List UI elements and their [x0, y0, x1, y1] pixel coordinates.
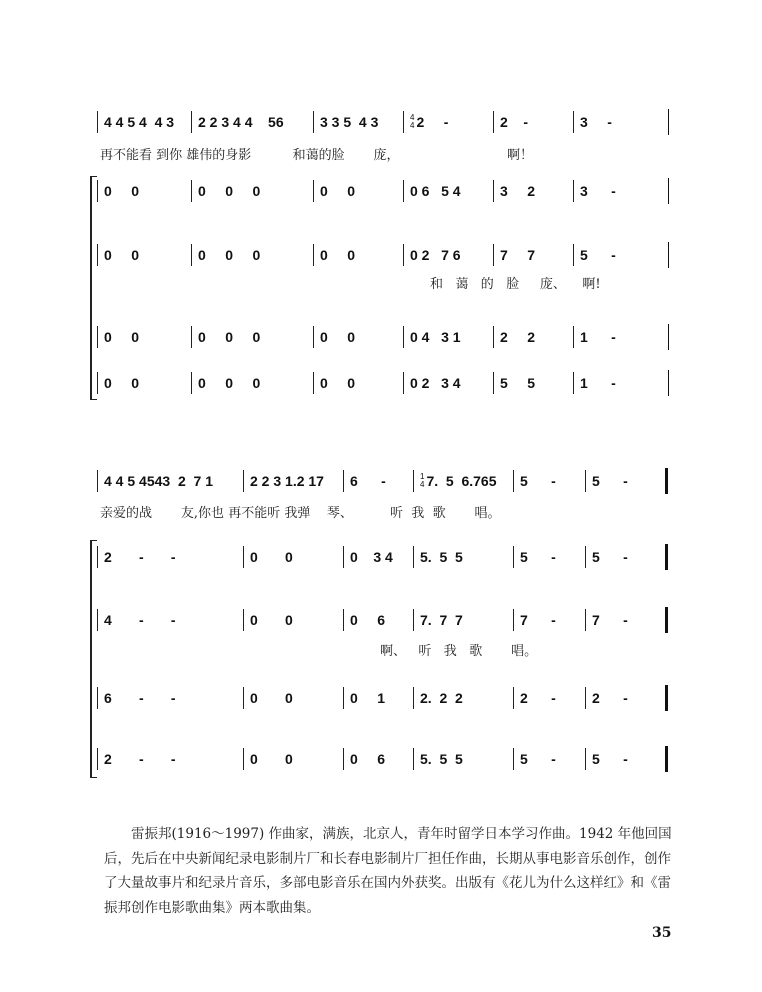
measure-notes: 2 2 3 4 4 56	[198, 114, 284, 130]
system-1-part-2-row	[97, 244, 668, 266]
measure	[403, 326, 493, 348]
measure-notes: 2 - -	[104, 549, 176, 565]
measure-notes: 1 -	[580, 329, 616, 345]
end-barline	[665, 468, 668, 494]
measure-notes: 3 -	[580, 114, 612, 130]
staff-bracket	[90, 176, 97, 400]
measure-notes: 7 -	[592, 612, 628, 628]
measure	[243, 470, 343, 492]
measure-notes: 4 4 5 4 4 3	[104, 114, 175, 130]
measure	[413, 687, 513, 709]
measure	[493, 180, 573, 202]
staff-bracket	[90, 540, 97, 778]
measure-notes: 0 0 0	[198, 247, 261, 263]
measure	[343, 470, 413, 492]
measure-notes: 0 4 3 1	[410, 329, 461, 345]
measure	[573, 111, 668, 133]
measure	[191, 244, 313, 266]
measure	[513, 609, 585, 631]
measure-notes: 5. 5 5	[420, 751, 463, 767]
time-signature-digit: 4	[410, 113, 415, 122]
measure	[243, 546, 343, 568]
time-signature-digit: 4	[420, 480, 425, 489]
measure	[343, 748, 413, 770]
measure-notes: 5 -	[520, 473, 556, 489]
time-signature	[410, 114, 414, 130]
measure	[403, 111, 493, 133]
measure-notes: 2. 2 2	[420, 690, 463, 706]
measure-notes: 0 6 5 4	[410, 183, 461, 199]
measure-notes: 0 0	[250, 690, 293, 706]
measure	[573, 180, 668, 202]
measure	[313, 326, 403, 348]
measure	[413, 609, 513, 631]
end-barline	[665, 746, 668, 772]
measure	[585, 470, 665, 492]
measure-notes: 0 0	[250, 549, 293, 565]
measure	[313, 372, 403, 394]
measure-notes: 0 1	[350, 690, 386, 706]
time-signature	[420, 473, 424, 489]
system-1-part-3-row	[97, 326, 668, 348]
system-2-part-3-row	[97, 687, 665, 709]
measure-notes: 0 6	[350, 751, 386, 767]
measure-notes: 5 -	[592, 549, 628, 565]
time-signature-digit: 1	[420, 472, 425, 481]
measure-notes: 0 0	[104, 247, 140, 263]
end-barline	[665, 685, 668, 711]
measure-notes: 2 -	[520, 690, 556, 706]
measure-notes: 0 3 4	[350, 549, 393, 565]
measure	[513, 687, 585, 709]
system-1-part-1-row	[97, 180, 668, 202]
measure-notes: 2 -	[500, 114, 529, 130]
measure	[403, 180, 493, 202]
measure-notes: 0 0	[104, 183, 140, 199]
measure	[585, 687, 665, 709]
measure	[573, 244, 668, 266]
system-1-part-4-row	[97, 372, 668, 394]
measure	[413, 748, 513, 770]
measure-notes: 5 -	[520, 751, 556, 767]
end-barline	[665, 607, 668, 633]
measure-notes: 3 -	[580, 183, 616, 199]
measure-notes: 5 -	[592, 751, 628, 767]
measure	[97, 609, 243, 631]
system-2-part-1-row	[97, 546, 665, 568]
measure	[97, 748, 243, 770]
measure	[243, 687, 343, 709]
measure	[97, 372, 191, 394]
measure-notes: 2 2 3 1.2 17	[250, 473, 324, 489]
measure-notes: 7 7	[500, 247, 536, 263]
melody-lyrics-1: 再不能看 到你 雄伟的身影 和蔼的脸 庞， 啊！	[100, 148, 533, 163]
measure	[493, 111, 573, 133]
measure-notes: 0 0 0	[198, 329, 261, 345]
measure-notes: 0 0	[104, 375, 140, 391]
measure	[97, 244, 191, 266]
measure-notes: 0 2 3 4	[410, 375, 461, 391]
measure	[191, 180, 313, 202]
measure-notes: 0 0 0	[198, 183, 261, 199]
system-2-melody-row	[97, 470, 665, 492]
measure-notes: 0 0	[320, 247, 356, 263]
part-lyrics-2: 啊、 听 我 歌 唱。	[380, 644, 538, 659]
composer-bio: 雷振邦(1916～1997) 作曲家，满族，北京人，青年时留学日本学习作曲。1942 年他回国后，先后在中央新闻纪录电影制片厂和长春电影制片厂担任作曲，长期从事电影音乐创作，创作了大量故事片和纪录片音乐，多部电影音乐在国内外获奖。出版有《花儿为什么这样红》和《雷振邦创作电影歌曲集》两本歌曲集。	[104, 826, 672, 916]
measure	[313, 180, 403, 202]
end-barline	[665, 544, 668, 570]
measure	[313, 244, 403, 266]
measure	[585, 546, 665, 568]
measure-notes: 7. 7 7	[420, 612, 463, 628]
measure-notes: 2 - -	[104, 751, 176, 767]
measure-notes: 6 - -	[104, 690, 176, 706]
measure-notes: 7 -	[520, 612, 556, 628]
measure-notes: 5 -	[580, 247, 616, 263]
measure	[97, 546, 243, 568]
system-2-part-2-row	[97, 609, 665, 631]
measure	[343, 687, 413, 709]
measure-notes: 5 -	[520, 549, 556, 565]
measure	[403, 372, 493, 394]
measure	[243, 609, 343, 631]
measure-notes: 0 0	[250, 612, 293, 628]
measure-notes: 6 -	[350, 473, 386, 489]
measure	[343, 609, 413, 631]
measure	[573, 372, 668, 394]
measure-notes: 0 0	[250, 751, 293, 767]
measure	[191, 326, 313, 348]
measure-notes: 5. 5 5	[420, 549, 463, 565]
melody-lyrics-2: 亲爱的战 友,你也 再不能听 我弹 琴、 听 我 歌 唱。	[100, 506, 501, 521]
measure-notes: 0 0	[320, 329, 356, 345]
measure	[97, 111, 191, 133]
measure-notes: 2 -	[592, 690, 628, 706]
measure-notes: 2 2	[500, 329, 536, 345]
measure-notes: 4 - -	[104, 612, 176, 628]
measure	[493, 326, 573, 348]
measure-notes: 5 5	[500, 375, 536, 391]
measure	[97, 180, 191, 202]
measure	[513, 748, 585, 770]
measure	[513, 546, 585, 568]
measure	[573, 326, 668, 348]
time-signature-digit: 4	[410, 121, 415, 130]
measure	[513, 470, 585, 492]
measure	[585, 748, 665, 770]
end-barline	[668, 324, 669, 350]
measure	[191, 372, 313, 394]
measure	[313, 111, 403, 133]
measure-notes: 5 -	[592, 473, 628, 489]
measure-notes: 2 -	[416, 114, 449, 130]
measure-notes: 3 2	[500, 183, 536, 199]
measure-notes: 0 0	[104, 329, 140, 345]
measure	[493, 372, 573, 394]
system-1-melody-row	[97, 111, 668, 133]
measure	[97, 687, 243, 709]
end-barline	[668, 178, 669, 204]
measure-notes: 1 -	[580, 375, 616, 391]
measure	[585, 609, 665, 631]
measure-notes: 0 6	[350, 612, 386, 628]
measure	[403, 244, 493, 266]
measure-notes: 7. 5 6.765	[426, 473, 497, 489]
end-barline	[668, 109, 669, 135]
system-2-part-4-row	[97, 748, 665, 770]
measure	[343, 546, 413, 568]
page-number: 35	[652, 925, 672, 941]
measure-notes: 0 0	[320, 375, 356, 391]
part-lyrics-1: 和 蔼 的 脸 庞、 啊!	[430, 277, 601, 292]
end-barline	[668, 242, 669, 268]
measure-notes: 0 2 7 6	[410, 247, 461, 263]
measure	[97, 470, 243, 492]
measure	[413, 546, 513, 568]
measure	[97, 326, 191, 348]
measure-notes: 0 0 0	[198, 375, 261, 391]
measure	[493, 244, 573, 266]
end-barline	[668, 370, 669, 396]
measure	[413, 470, 513, 492]
measure	[243, 748, 343, 770]
measure-notes: 3 3 5 4 3	[320, 114, 379, 130]
measure-notes: 4 4 5 4543 2 7 1	[104, 473, 213, 489]
measure	[191, 111, 313, 133]
measure-notes: 0 0	[320, 183, 356, 199]
